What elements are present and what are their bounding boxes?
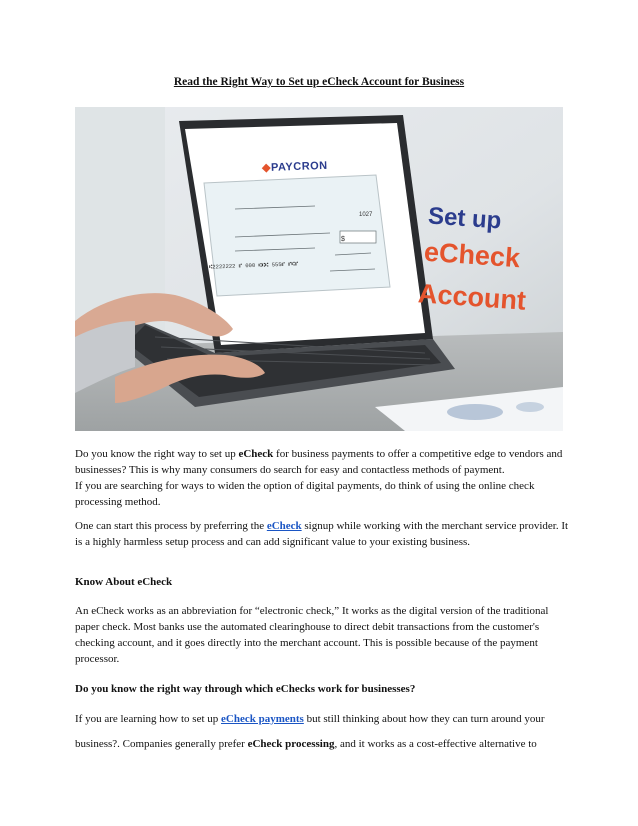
companies-text-c: , and it works as a cost-effective alternative to [334,738,537,750]
echeck-processing-bold: eCheck processing [247,738,335,750]
intro-text-c: for business payments to offer a competitive edge to vendors and businesses? This is why many consumers do search for easy and contactless methods of payment. [75,448,563,476]
heading-how-echecks-work: Do you know the right way through which eChecks work for businesses? [75,683,416,695]
headline-line-1: Set up [427,202,503,235]
learning-text-a: If you are learning how to set up [75,713,222,725]
echeck-link[interactable]: eCheck [266,520,302,532]
paragraph-signup [75,518,575,550]
heading-know-about-echeck: Know About eCheck [75,576,173,588]
headline-line-2: eCheck [423,236,522,274]
paycron-logo-icon: ◆ [261,161,272,175]
paragraph-echeck-definition: An eCheck works as an abbreviation for “electronic check,” It works as the digital version of the traditional paper check. Most banks use the automated clearinghouse to direct debit transactions from the customer's checking account, and it goes directly into the merchant account. This is possible because of the payment processor. [75,605,549,665]
document-title: Read the Right Way to Set up eCheck Account for Business [173,76,465,88]
check-micr-line: ⑆2222222 ⑈ 000 ⑆⑆⑆ 555⑈ ⑈⑆⑈ [208,260,299,271]
intro-echeck-bold: eCheck [238,448,274,460]
signup-text-a: One can start this process by preferring the [75,520,267,532]
check-number: 1027 [359,212,373,218]
echeck-payments-link[interactable]: eCheck payments [221,713,304,725]
companies-text-a: business?. Companies generally prefer [75,738,248,750]
headline-line-3: Account [417,278,527,316]
paragraph-learning [75,711,575,727]
paragraph-companies [75,736,575,752]
learning-text-b: but still thinking about how they can turn around your [303,713,545,725]
paragraph-digital-payments: If you are searching for ways to widen the option of digital payments, do think of using the online check processing method. [75,480,535,508]
paragraph-intro [75,446,575,510]
intro-text-a: Do you know the right way to set up [75,448,239,460]
check-dollar: $ [341,236,345,243]
signup-text-b: signup while working with the merchant service provider. It is a highly harmless setup process and can add significant value to your existing business. [75,520,569,548]
paycron-logo: ◆PAYCRON [261,159,328,175]
